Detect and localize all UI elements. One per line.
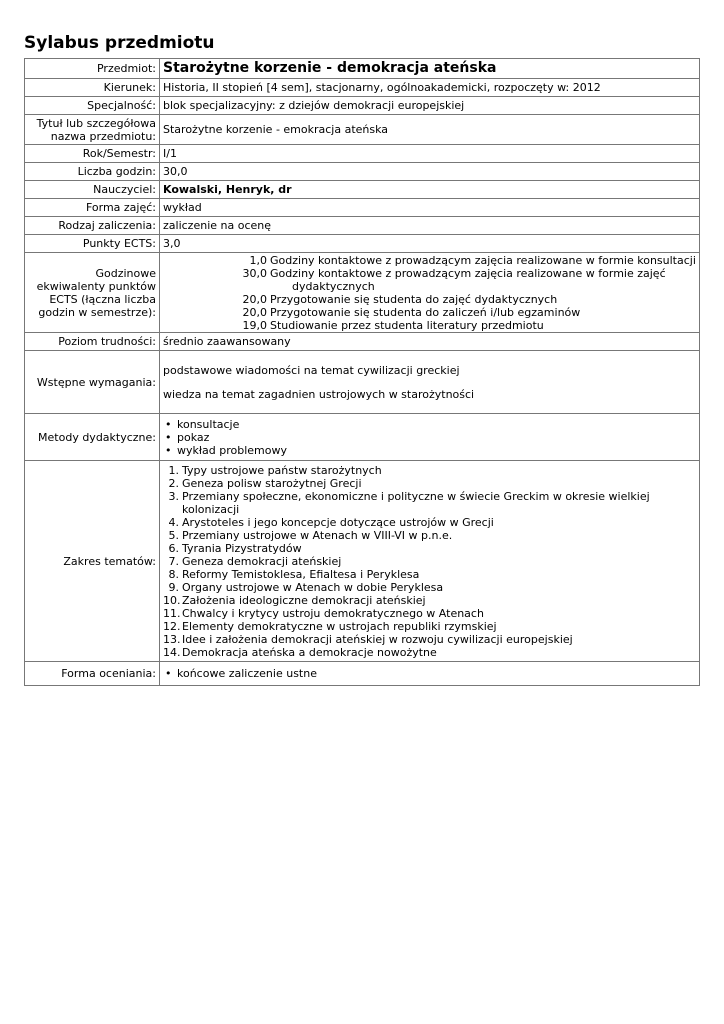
hours-number: 20,0 bbox=[242, 292, 267, 306]
row-form bbox=[25, 199, 700, 217]
topic-number: 10. bbox=[163, 593, 181, 607]
subject-label: Przedmiot: bbox=[25, 59, 160, 79]
methods-list bbox=[163, 418, 696, 457]
methods-label: Metody dydaktyczne: bbox=[25, 414, 160, 461]
hours-description bbox=[267, 319, 696, 332]
hours-description-text: Przygotowanie się studenta do zajęć dydaktycznych bbox=[270, 292, 558, 306]
topic-number: 7. bbox=[168, 554, 179, 568]
method-item: • konsultacje bbox=[163, 418, 696, 431]
row-hours bbox=[25, 163, 700, 181]
topic-number: 13. bbox=[163, 632, 181, 646]
direction-value: Historia, II stopień [4 sem], stacjonarny, ogólnoakademicki, rozpoczęty w: 2012 bbox=[160, 79, 700, 97]
row-equivalents bbox=[25, 253, 700, 333]
topics-label: Zakres tematów: bbox=[25, 461, 160, 662]
hours-description-cont: dydaktycznych bbox=[292, 279, 375, 293]
topic-text: Demokracja ateńska a demokracje nowożytne bbox=[182, 645, 437, 659]
topic-item bbox=[163, 594, 696, 607]
topic-text: Typy ustrojowe państw starożytnych bbox=[182, 463, 382, 477]
subject-value: Starożytne korzenie - demokracja ateńska bbox=[160, 59, 700, 79]
topic-number: 3. bbox=[168, 489, 179, 503]
topic-number: 6. bbox=[168, 541, 179, 555]
hours-row bbox=[163, 319, 696, 332]
topic-item bbox=[163, 568, 696, 581]
topic-item bbox=[163, 555, 696, 568]
row-ects bbox=[25, 235, 700, 253]
hours-description bbox=[267, 293, 696, 306]
row-methods bbox=[25, 414, 700, 461]
row-teacher bbox=[25, 181, 700, 199]
topic-item bbox=[163, 529, 696, 542]
topic-item bbox=[163, 646, 696, 659]
row-credit-type bbox=[25, 217, 700, 235]
hours-description bbox=[267, 267, 696, 293]
equivalents-label: Godzinowe ekwiwalenty punktów ECTS (łączna liczba godzin w semestrze): bbox=[25, 253, 160, 333]
topic-text: Tyrania Pizystratydów bbox=[182, 541, 302, 555]
grading-item: • końcowe zaliczenie ustne bbox=[163, 667, 696, 680]
hours-description-text: Przygotowanie się studenta do zaliczeń i/lub egzaminów bbox=[270, 305, 581, 319]
hours-row bbox=[163, 254, 696, 267]
hours-description bbox=[267, 306, 696, 319]
row-detailed-title bbox=[25, 115, 700, 145]
hours-description bbox=[267, 254, 696, 267]
teacher-label: Nauczyciel: bbox=[25, 181, 160, 199]
topic-item bbox=[163, 477, 696, 490]
topic-number: 11. bbox=[163, 606, 181, 620]
topic-number: 12. bbox=[163, 619, 181, 633]
topic-text: Przemiany społeczne, ekonomiczne i polityczne w świecie Greckim w okresie wielkiej kolonizacji bbox=[182, 489, 650, 516]
detailed-title-label: Tytuł lub szczegółowa nazwa przedmiotu: bbox=[25, 115, 160, 145]
topic-item bbox=[163, 542, 696, 555]
topic-number: 2. bbox=[168, 476, 179, 490]
topic-number: 5. bbox=[168, 528, 179, 542]
syllabus-table bbox=[24, 58, 700, 686]
topic-item bbox=[163, 633, 696, 646]
topic-text: Idee i założenia demokracji ateńskiej w rozwoju cywilizacji europejskiej bbox=[182, 632, 573, 646]
methods-value bbox=[160, 414, 700, 461]
method-item: • pokaz bbox=[163, 431, 696, 444]
hours-row bbox=[163, 306, 696, 319]
topic-text: Geneza demokracji ateńskiej bbox=[182, 554, 342, 568]
hours-number: 20,0 bbox=[242, 305, 267, 319]
hours-description-text: Godziny kontaktowe z prowadzącym zajęcia realizowane w formie konsultacji bbox=[270, 253, 696, 267]
hours-label: Liczba godzin: bbox=[25, 163, 160, 181]
grading-list bbox=[163, 667, 696, 680]
row-grading bbox=[25, 662, 700, 686]
form-label: Forma zajęć: bbox=[25, 199, 160, 217]
hours-description-text: Studiowanie przez studenta literatury przedmiotu bbox=[270, 318, 544, 332]
ects-value: 3,0 bbox=[160, 235, 700, 253]
page-title: Sylabus przedmiotu bbox=[24, 33, 215, 53]
topic-number: 9. bbox=[168, 580, 179, 594]
topic-item bbox=[163, 620, 696, 633]
detailed-title-value: Starożytne korzenie - emokracja ateńska bbox=[160, 115, 700, 145]
credit-type-label: Rodzaj zaliczenia: bbox=[25, 217, 160, 235]
topic-number: 14. bbox=[163, 645, 181, 659]
hours-number: 19,0 bbox=[242, 318, 267, 332]
specialty-value: blok specjalizacyjny: z dziejów demokracji europejskiej bbox=[160, 97, 700, 115]
year-value: I/1 bbox=[160, 145, 700, 163]
difficulty-value: średnio zaawansowany bbox=[160, 333, 700, 351]
row-difficulty bbox=[25, 333, 700, 351]
topic-item bbox=[163, 464, 696, 477]
topic-number: 8. bbox=[168, 567, 179, 581]
hours-value: 30,0 bbox=[160, 163, 700, 181]
topic-text: Założenia ideologiczne demokracji ateńskiej bbox=[182, 593, 426, 607]
topic-item bbox=[163, 516, 696, 529]
row-subject bbox=[25, 59, 700, 79]
teacher-value: Kowalski, Henryk, dr bbox=[160, 181, 700, 199]
topic-text: Reformy Temistoklesa, Efialtesa i Peryklesa bbox=[182, 567, 420, 581]
topic-number: 4. bbox=[168, 515, 179, 529]
equivalents-value bbox=[160, 253, 700, 333]
hours-row bbox=[163, 293, 696, 306]
direction-label: Kierunek: bbox=[25, 79, 160, 97]
topic-text: Organy ustrojowe w Atenach w dobie Peryklesa bbox=[182, 580, 444, 594]
grading-label: Forma oceniania: bbox=[25, 662, 160, 686]
hours-number: 30,0 bbox=[242, 266, 267, 280]
grading-value bbox=[160, 662, 700, 686]
prereq-label: Wstępne wymagania: bbox=[25, 351, 160, 414]
year-label: Rok/Semestr: bbox=[25, 145, 160, 163]
prereq-item: wiedza na temat zagadnien ustrojowych w starożytności bbox=[163, 387, 475, 401]
ects-label: Punkty ECTS: bbox=[25, 235, 160, 253]
topic-text: Przemiany ustrojowe w Atenach w VIII-VI w p.n.e. bbox=[182, 528, 453, 542]
topic-text: Elementy demokratyczne w ustrojach republiki rzymskiej bbox=[182, 619, 497, 633]
credit-type-value: zaliczenie na ocenę bbox=[160, 217, 700, 235]
row-direction bbox=[25, 79, 700, 97]
difficulty-label: Poziom trudności: bbox=[25, 333, 160, 351]
method-item: • wykład problemowy bbox=[163, 444, 696, 457]
hours-number: 1,0 bbox=[249, 253, 267, 267]
row-topics bbox=[25, 461, 700, 662]
topic-number: 1. bbox=[168, 463, 179, 477]
specialty-label: Specjalność: bbox=[25, 97, 160, 115]
topic-item bbox=[163, 581, 696, 594]
hours-description-text: Godziny kontaktowe z prowadzącym zajęcia realizowane w formie zajęć bbox=[270, 266, 666, 280]
topic-text: Chwalcy i krytycy ustroju demokratycznego w Atenach bbox=[182, 606, 484, 620]
row-specialty bbox=[25, 97, 700, 115]
topic-item bbox=[163, 490, 696, 516]
hours-row bbox=[163, 267, 696, 293]
row-year bbox=[25, 145, 700, 163]
topics-value bbox=[160, 461, 700, 662]
row-prerequisites bbox=[25, 351, 700, 414]
topic-text: Geneza polisw starożytnej Grecji bbox=[182, 476, 362, 490]
hours-breakdown-list bbox=[163, 254, 696, 332]
form-value: wykład bbox=[160, 199, 700, 217]
topic-item bbox=[163, 607, 696, 620]
topics-list bbox=[163, 464, 696, 659]
topic-text: Arystoteles i jego koncepcje dotyczące ustrojów w Grecji bbox=[182, 515, 494, 529]
prereq-value bbox=[160, 351, 700, 414]
prereq-item: podstawowe wiadomości na temat cywilizacji greckiej bbox=[163, 363, 460, 377]
